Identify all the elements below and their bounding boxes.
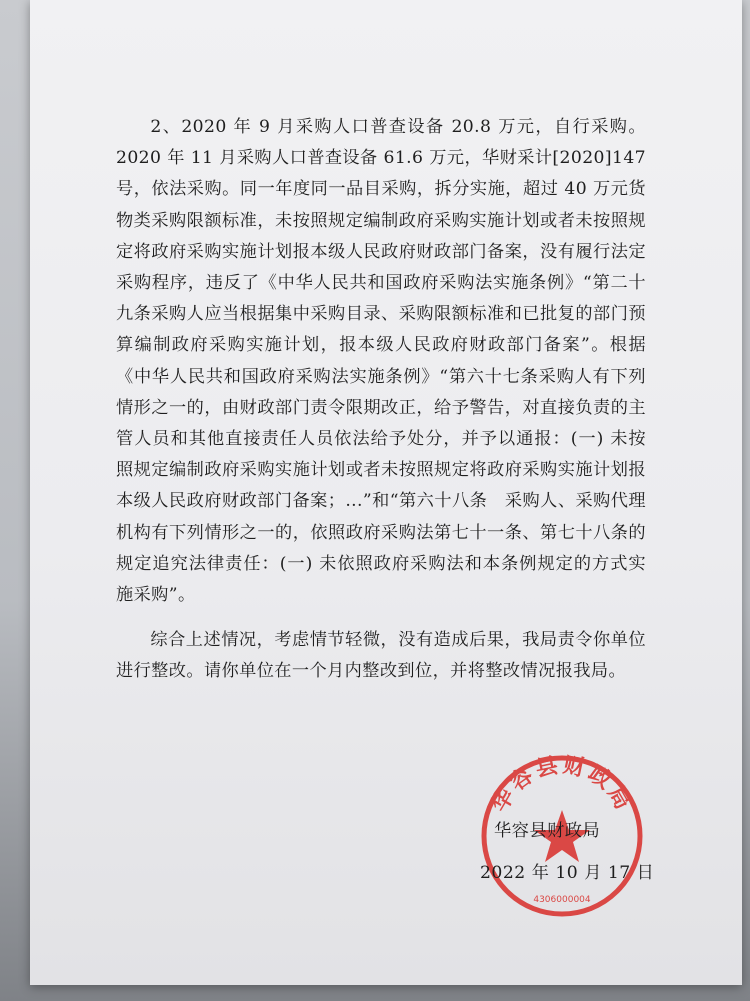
seal-text <box>487 752 637 816</box>
document-body <box>116 112 646 688</box>
paragraph-rectification-order: 综合上述情况，考虑情节轻微，没有造成后果，我局责令你单位进行整改。请你单位在一个月内整改到位，并将整改情况报我局。 <box>116 630 646 682</box>
paragraph-procurement-violation: 2、2020 年 9 月采购人口普查设备 20.8 万元，自行采购。2020 年 11 月采购人口普查设备 61.6 万元，华财采计[2020]147 号，依法采购。同一年度同一品目采购，拆分实施，超过 40 万元货物类采购限额标准，未按照规定编制政府采购实施计划或者未按照规定将政府采购实施计划报本级人民政府财政部门备案，没有履行法定采购程序，违反了《中华人民共和国政府采购法实施条例》“第二十九条采购人应当根据集中采购目录、采购限额标准和已批复的部门预算编制政府采购实施计划，报本级人民政府财政部门备案”。根据《中华人民共和国政府采购法实施条例》“第六十七条采购人有下列情形之一的，由财政部门责令限期改正，给予警告，对直接负责的主管人员和其他直接责任人员依法给予处分，并予以通报：(一) 未按照规定编制政府采购实施计划或者未按照规定将政府采购实施计划报本级人民政府财政部门备案；...”和“第六十八条 采购人、采购代理机构有下列情形之一的，依照政府采购法第七十一条、第七十八条的规定追究法律责任：(一) 未依照政府采购法和本条例规定的方式实施采购”。 <box>116 117 646 606</box>
seal-text-path: 华容县财政局 <box>487 752 637 817</box>
issue-date: 2022 年 10 月 17 日 <box>480 863 655 883</box>
issuer-signature: 华容县财政局 <box>494 821 601 841</box>
seal-code: 4306000004 <box>533 895 591 905</box>
